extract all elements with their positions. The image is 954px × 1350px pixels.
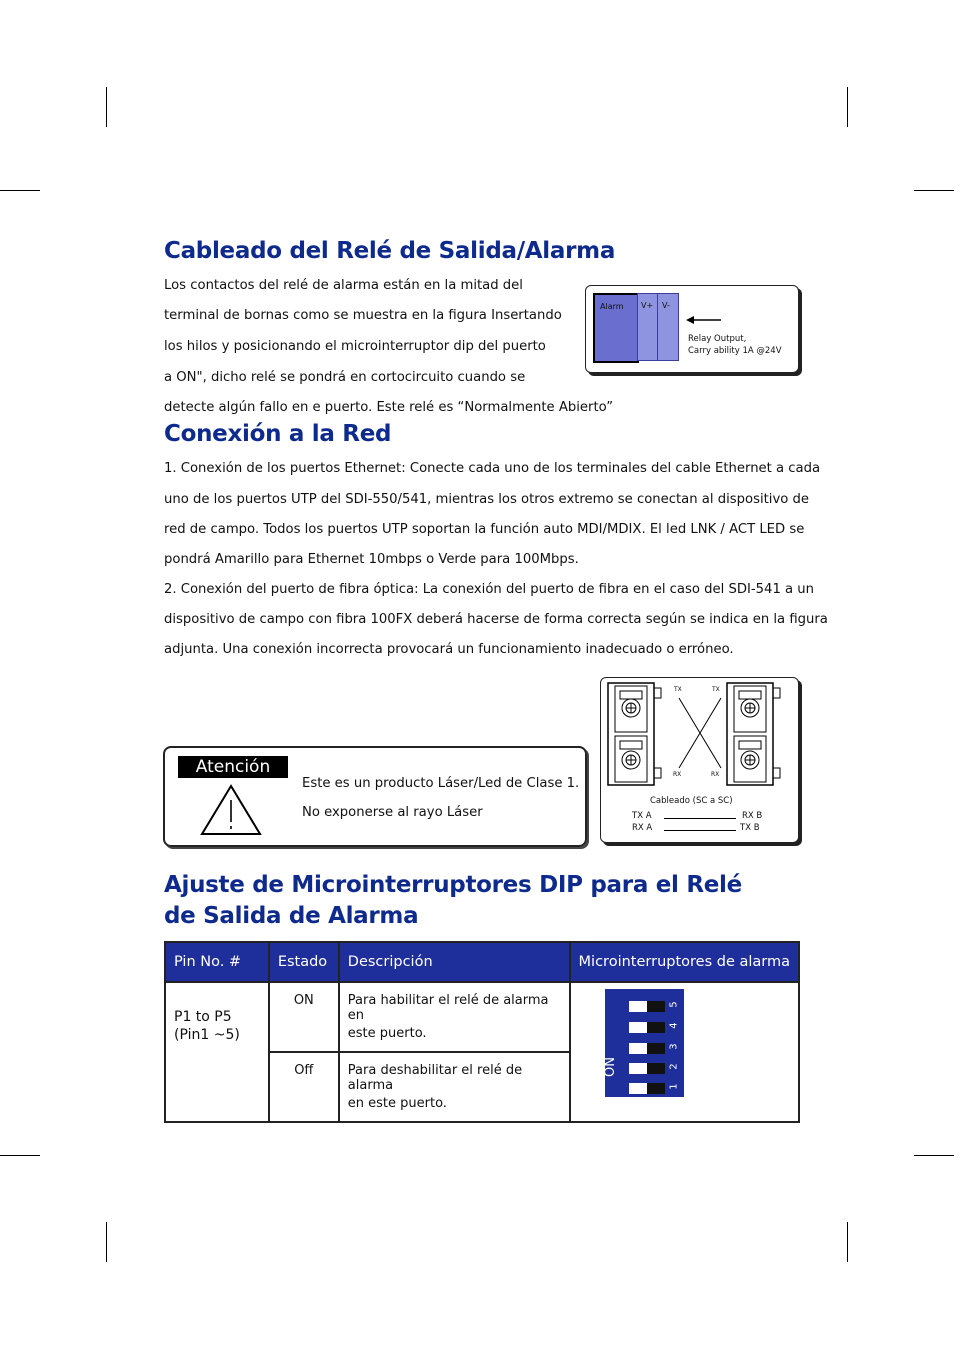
warning-text-line1: Este es un producto Láser/Led de Clase 1. xyxy=(302,776,580,791)
dip-number-2: 2 xyxy=(668,1063,680,1070)
fiber-tx-right: TX xyxy=(712,686,720,693)
warning-triangle-icon xyxy=(200,784,262,836)
relay-caption-line1: Relay Output, xyxy=(688,334,747,344)
desc-cell-on xyxy=(339,982,570,1052)
body-text-line: uno de los puertos UTP del SDI-550/541, mientras los otros extremo se conectan al dispositivo de xyxy=(164,492,809,507)
state-off: Off xyxy=(294,1063,314,1078)
body-text-line: 2. Conexión del puerto de fibra óptica: La conexión del puerto de fibra en el caso del SDI-541 a un xyxy=(164,582,815,597)
dip-switch-cell xyxy=(570,982,799,1122)
desc-on-line1: Para habilitar el relé de alarma en xyxy=(347,993,549,1023)
dip-settings-table xyxy=(164,941,800,1123)
dip-on-label: ON xyxy=(602,1057,618,1077)
dip-switch-block xyxy=(602,989,684,1097)
crop-mark xyxy=(106,87,107,127)
dip-slot-1 xyxy=(629,1083,665,1094)
section-title-network: Conexión a la Red xyxy=(164,421,392,447)
fiber-link-line xyxy=(664,818,736,819)
relay-label-vplus: V+ xyxy=(641,301,654,310)
relay-label-vminus: V- xyxy=(662,301,670,310)
crop-mark xyxy=(0,190,40,191)
arrow-left-icon xyxy=(686,314,722,326)
crop-mark xyxy=(847,87,848,127)
state-cell-off xyxy=(269,1052,339,1122)
body-text-line: 1. Conexión de los puertos Ethernet: Conecte cada uno de los terminales del cable Ethernet a cada xyxy=(164,461,821,476)
dip-slot-2 xyxy=(629,1063,665,1074)
desc-off-line2: en este puerto. xyxy=(347,1096,447,1111)
section-title-dip-line1: Ajuste de Microinterruptores DIP para el Relé xyxy=(164,872,742,898)
section-title-relay: Cableado del Relé de Salida/Alarma xyxy=(164,238,616,264)
body-text-line: adjunta. Una conexión incorrecta provocará un funcionamiento inadecuado o erróneo. xyxy=(164,642,734,657)
body-text-line: a ON", dicho relé se pondrá en cortocircuito cuando se xyxy=(164,370,526,385)
fiber-link-line xyxy=(664,830,736,831)
pin-line2: (Pin1 ~5) xyxy=(174,1027,240,1043)
dip-number-3: 3 xyxy=(668,1043,680,1050)
warning-title: Atención xyxy=(178,756,288,778)
fiber-row1-right: RX B xyxy=(742,811,763,821)
fiber-rx-right: RX xyxy=(711,771,720,778)
warning-text-line2: No exponerse al rayo Láser xyxy=(302,805,483,820)
desc-on-line2: este puerto. xyxy=(347,1026,427,1041)
table-header-row xyxy=(165,942,799,982)
crop-mark xyxy=(0,1155,40,1156)
fiber-row1-left: TX A xyxy=(632,811,652,821)
crop-mark xyxy=(847,1222,848,1262)
body-text-line: dispositivo de campo con fibra 100FX deberá hacerse de forma correcta según se indica en la figura xyxy=(164,612,828,627)
header-dip-switches: Microinterruptores de alarma xyxy=(570,942,799,982)
header-state: Estado xyxy=(269,942,339,982)
body-text-line: detecte algún fallo en e puerto. Este relé es “Normalmente Abierto” xyxy=(164,400,614,415)
dip-slot-3 xyxy=(629,1043,665,1054)
relay-label-alarm: Alarm xyxy=(600,302,624,311)
fiber-connectors-diagram xyxy=(605,680,795,790)
body-text-line: Los contactos del relé de alarma están en la mitad del xyxy=(164,278,523,293)
section-title-dip-line2: de Salida de Alarma xyxy=(164,903,419,929)
crop-mark xyxy=(106,1222,107,1262)
dip-slot-4 xyxy=(629,1022,665,1033)
fiber-row2-left: RX A xyxy=(632,823,653,833)
header-description: Descripción xyxy=(339,942,570,982)
fiber-caption: Cableado (SC a SC) xyxy=(650,796,733,806)
pin-line1: P1 to P5 xyxy=(174,1009,232,1025)
crop-mark xyxy=(914,190,954,191)
header-pin: Pin No. # xyxy=(165,942,269,982)
pin-cell xyxy=(165,982,269,1122)
crop-mark xyxy=(914,1155,954,1156)
body-text-line: red de campo. Todos los puertos UTP soportan la función auto MDI/MDIX. El led LNK / ACT LED se xyxy=(164,522,805,537)
table-row xyxy=(165,982,799,1052)
body-text-line: pondrá Amarillo para Ethernet 10mbps o Verde para 100Mbps. xyxy=(164,552,579,567)
relay-caption-line2: Carry ability 1A @24V xyxy=(688,346,782,356)
dip-slot-5 xyxy=(629,1001,665,1012)
desc-off-line1: Para deshabilitar el relé de alarma xyxy=(347,1063,523,1093)
fiber-rx-left: RX xyxy=(673,771,682,778)
dip-number-4: 4 xyxy=(668,1022,680,1029)
dip-number-1: 1 xyxy=(668,1083,680,1090)
state-cell-on xyxy=(269,982,339,1052)
body-text-line: los hilos y posicionando el microinterruptor dip del puerto xyxy=(164,339,546,354)
dip-number-5: 5 xyxy=(668,1001,680,1008)
state-on: ON xyxy=(293,993,314,1008)
desc-cell-off xyxy=(339,1052,570,1122)
fiber-tx-left: TX xyxy=(674,686,682,693)
fiber-row2-right: TX B xyxy=(740,823,760,833)
body-text-line: terminal de bornas como se muestra en la figura Insertando xyxy=(164,308,562,323)
